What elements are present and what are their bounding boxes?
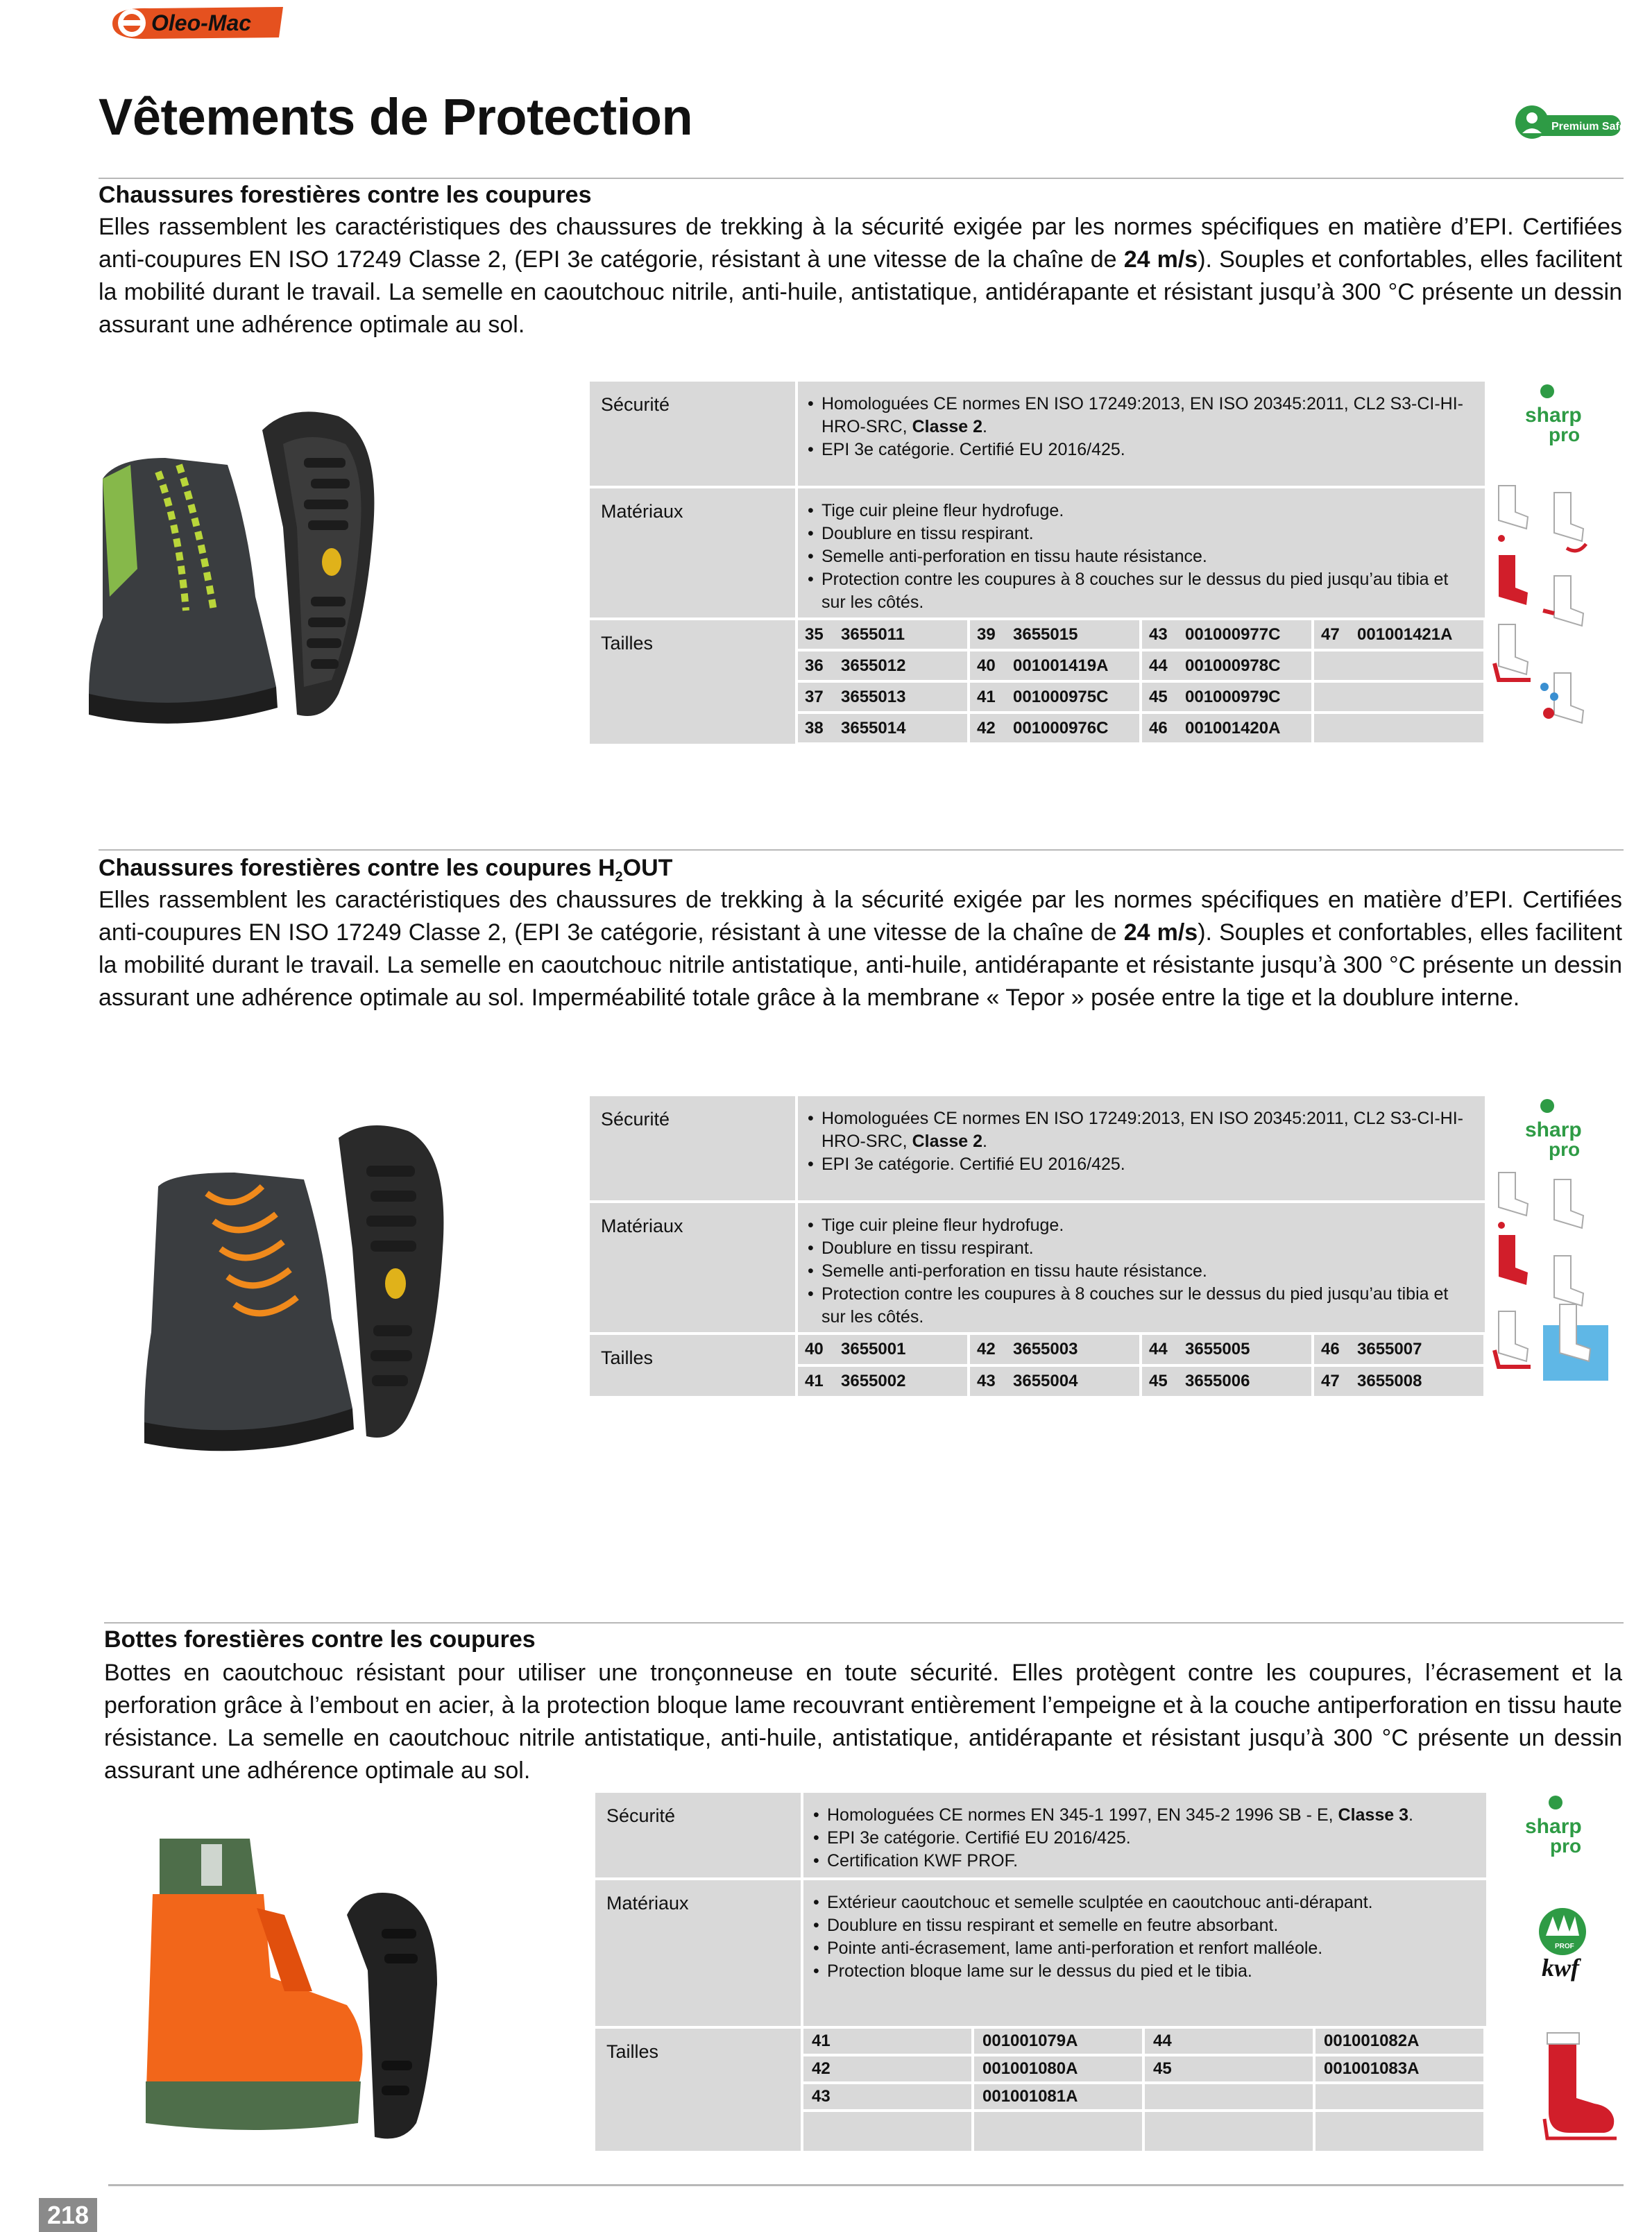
- boot-white-icon: [1498, 486, 1528, 542]
- list-item: • Semelle anti-perforation en tissu haute résistance.: [806, 1260, 1475, 1283]
- forestry-rubber-boots-image: [118, 1832, 479, 2151]
- kwf-prof-icon: [1539, 1908, 1586, 1982]
- size-cell: 44: [1145, 2029, 1313, 2054]
- section-2-title: Chaussures forestières contre les coupures $H_2OUT$: [99, 855, 673, 885]
- boot-white-icon: [1554, 1179, 1583, 1228]
- boot-white-icon: [1495, 624, 1531, 680]
- logo-text: Oleo-Mac: [151, 10, 252, 35]
- svg-text:pro: pro: [1549, 424, 1581, 445]
- boot-red-icon: [1544, 2033, 1617, 2138]
- section-3-intro: Bottes en caoutchouc résistant pour utiliser une tronçonneuse en toute sécurité. Elles protègent contre les coupures, l’écrasement et la perforation grâce à l’embout en acier, à la protection bloque lame recouvrant entièrement l’empeigne et à la couche antiperforation en tissu haute résistance. La semelle en caoutchouc nitrile antistatique, anti-huile, antistatique, antidérapante et résistant jusqu’à 300 °C présente un dessin assurant une adhérence optimale au sol.: [104, 1660, 1622, 1784]
- list-item: • Doublure en tissu respirant.: [806, 1237, 1475, 1260]
- section-2-intro: Elles rassemblent les caractéristiques des chaussures de trekking à la sécurité exigée par les normes spécifiques en matière d’EPI. Certifiées anti-coupures EN ISO 17249 Classe 2, (EPI 3e catégorie, résistant à une vitesse de la chaîne de 24 m/s). Souples et confortables, elles facilitent la mobilité durant le travail. La semelle en caoutchouc nitrile antistatique, anti-huile, antidérapante et résistante jusqu’à 300 °C présente un dessin assurant une adhérence optimale au sol. Imperméabilité totale grâce à la membrane « Tepor » posée entre la tige et la doublure interne.: [99, 887, 1623, 1011]
- size-cell: 38 3655014: [798, 714, 967, 742]
- boot-white-icon: [1495, 1311, 1531, 1367]
- h2out-boot-image: [75, 1110, 533, 1471]
- sizes-grid-2: [798, 1335, 1485, 1396]
- svg-text:sharp: sharp: [1525, 1118, 1582, 1141]
- safety-icons-column-1: [1485, 382, 1624, 749]
- safety-icons-column-2: [1485, 1096, 1624, 1402]
- size-cell: 44 3655005: [1142, 1335, 1311, 1364]
- size-cell: 001001082A: [1315, 2029, 1483, 2054]
- size-cell: 45 001000979C: [1142, 683, 1311, 711]
- svg-text:pro: pro: [1550, 1835, 1582, 1857]
- securite-list: [798, 1096, 1485, 1200]
- section-1-intro: Elles rassemblent les caractéristiques des chaussures de trekking à la sécurité exigée par les normes spécifiques en matière d’EPI. Certifiées anti-coupures EN ISO 17249 Classe 2, (EPI 3e catégorie, résistant à une vitesse de la chaîne de 24 m/s). Souples et confortables, elles facilitent la mobilité durant le travail. La semelle en caoutchouc nitrile, anti-huile, antistatique, antidérapante et résistant jusqu’à 300 °C présente un dessin assurant une adhérence optimale au sol.: [99, 214, 1623, 338]
- list-item: • Protection bloque lame sur le dessus du pied et le tibia.: [812, 1960, 1476, 1983]
- spec-table-2: [590, 1096, 1485, 1396]
- boot-red-icon: [1499, 1235, 1528, 1285]
- sharp-pro-icon: [1525, 1099, 1582, 1160]
- size-cell: 43 001000977C: [1142, 620, 1311, 649]
- boot-white-icon: [1498, 1173, 1528, 1229]
- materiaux-list: [798, 488, 1485, 617]
- list-item: • Homologuées CE normes EN 345-1 1997, EN 345-2 1996 SB - E, Classe 3.: [812, 1804, 1476, 1827]
- size-cell: 47 3655008: [1314, 1367, 1483, 1396]
- label-materiaux: Matériaux: [590, 488, 795, 617]
- materiaux-list: [803, 1880, 1486, 2026]
- list-item: • Semelle anti-perforation en tissu haute résistance.: [806, 545, 1475, 568]
- size-cell: 42 3655003: [970, 1335, 1139, 1364]
- size-cell: 43: [803, 2084, 971, 2109]
- sizes-grid-1: [798, 620, 1485, 744]
- section-rule: [99, 178, 1624, 179]
- size-cell: 37 3655013: [798, 683, 967, 711]
- size-cell: 41 001000975C: [970, 683, 1139, 711]
- size-cell: 001001081A: [974, 2084, 1142, 2109]
- section-1-title: Chaussures forestières contre les coupures: [99, 182, 592, 208]
- size-cell-empty: [974, 2112, 1142, 2151]
- size-cell: [1145, 2084, 1313, 2109]
- sharp-pro-icon: [1525, 1796, 1582, 1857]
- forestry-boot-image: [75, 389, 401, 749]
- page-number: 218: [39, 2198, 97, 2232]
- svg-text:PROF: PROF: [1555, 1943, 1574, 1950]
- svg-text:sharp: sharp: [1525, 1815, 1582, 1838]
- list-item: • Doublure en tissu respirant et semelle en feutre absorbant.: [812, 1914, 1476, 1937]
- size-cell: 40 3655001: [798, 1335, 967, 1364]
- footer-rule: [108, 2184, 1624, 2186]
- list-item: • EPI 3e catégorie. Certifié EU 2016/425.: [806, 1153, 1475, 1176]
- size-cell: 45 3655006: [1142, 1367, 1311, 1396]
- size-cell: 41: [803, 2029, 971, 2054]
- size-cell: 46 3655007: [1314, 1335, 1483, 1364]
- size-cell: 45: [1145, 2056, 1313, 2081]
- size-cell: 46 001001420A: [1142, 714, 1311, 742]
- size-cell: 47 001001421A: [1314, 620, 1483, 649]
- securite-list: [798, 382, 1485, 486]
- svg-text:kwf: kwf: [1542, 1954, 1579, 1982]
- list-item: • Tige cuir pleine fleur hydrofuge.: [806, 500, 1475, 522]
- size-cell: 41 3655002: [798, 1367, 967, 1396]
- size-cell-empty: [1145, 2112, 1313, 2151]
- spec-table-3: [595, 1793, 1486, 2151]
- list-item: • Tige cuir pleine fleur hydrofuge.: [806, 1214, 1475, 1237]
- list-item: • Homologuées CE normes EN ISO 17249:2013, EN ISO 20345:2011, CL2 S3-CI-HI-HRO-SRC, Classe 2.: [806, 1107, 1475, 1153]
- waterproof-boot-icon: [1543, 1304, 1608, 1381]
- list-item: • Protection contre les coupures à 8 couches sur le dessus du pied jusqu’au tibia et sur les côtés.: [806, 568, 1475, 614]
- spec-table-1: [590, 382, 1485, 744]
- svg-text:pro: pro: [1549, 1139, 1581, 1160]
- size-cell: 44 001000978C: [1142, 651, 1311, 680]
- size-cell: 40 001001419A: [970, 651, 1139, 680]
- size-cell: 36 3655012: [798, 651, 967, 680]
- svg-text:sharp: sharp: [1525, 404, 1582, 427]
- list-item: • Certification KWF PROF.: [812, 1850, 1476, 1873]
- label-securite: Sécurité: [590, 1096, 795, 1200]
- label-securite: Sécurité: [595, 1793, 801, 1877]
- sizes-grid-3: [803, 2029, 1486, 2151]
- list-item: • Protection contre les coupures à 8 couches sur le dessus du pied jusqu’au tibia et sur les côtés.: [806, 1283, 1475, 1329]
- size-cell: 39 3655015: [970, 620, 1139, 649]
- materiaux-list: [798, 1203, 1485, 1332]
- label-tailles: Tailles: [590, 1335, 795, 1396]
- size-cell: [1314, 683, 1483, 711]
- page-title: Vêtements de Protection: [99, 88, 693, 146]
- list-item: • Doublure en tissu respirant.: [806, 522, 1475, 545]
- boot-white-icon: [1543, 576, 1583, 626]
- list-item: • Homologuées CE normes EN ISO 17249:2013, EN ISO 20345:2011, CL2 S3-CI-HI-HRO-SRC, Classe 2.: [806, 393, 1475, 438]
- svg-text:Premium Safety: Premium Safety: [1551, 121, 1635, 133]
- label-tailles: Tailles: [590, 620, 795, 744]
- size-cell: 42: [803, 2056, 971, 2081]
- label-tailles: Tailles: [595, 2029, 801, 2151]
- size-cell: [1314, 651, 1483, 680]
- size-cell: 001001080A: [974, 2056, 1142, 2081]
- safety-icons-column-3: [1486, 1793, 1625, 2154]
- list-item: • EPI 3e catégorie. Certifié EU 2016/425.: [812, 1827, 1476, 1850]
- list-item: • Pointe anti-écrasement, lame anti-perforation et renfort malléole.: [812, 1937, 1476, 1960]
- size-cell-empty: [1315, 2112, 1483, 2151]
- size-cell: 001001083A: [1315, 2056, 1483, 2081]
- size-cell: [1314, 714, 1483, 742]
- boot-white-icon: [1554, 1256, 1583, 1306]
- label-securite: Sécurité: [590, 382, 795, 486]
- section-rule: [99, 849, 1624, 851]
- securite-list: [803, 1793, 1486, 1877]
- section-rule: [104, 1622, 1624, 1624]
- label-materiaux: Matériaux: [590, 1203, 795, 1332]
- boot-white-icon: [1554, 493, 1586, 551]
- list-item: • EPI 3e catégorie. Certifié EU 2016/425.: [806, 438, 1475, 461]
- size-cell-empty: [803, 2112, 971, 2151]
- boot-white-icon: [1540, 673, 1583, 723]
- list-item: • Extérieur caoutchouc et semelle sculptée en caoutchouc anti-dérapant.: [812, 1891, 1476, 1914]
- sharp-pro-icon: [1525, 384, 1582, 445]
- size-cell: 43 3655004: [970, 1367, 1139, 1396]
- label-materiaux: Matériaux: [595, 1880, 801, 2026]
- section-3-title: Bottes forestières contre les coupures: [104, 1626, 536, 1653]
- size-cell: 001001079A: [974, 2029, 1142, 2054]
- boot-red-icon: [1499, 555, 1528, 605]
- size-cell: 42 001000976C: [970, 714, 1139, 742]
- size-cell: 35 3655011: [798, 620, 967, 649]
- premium-safety-badge: [1511, 101, 1635, 142]
- size-cell: [1315, 2084, 1483, 2109]
- oleo-mac-logo: [108, 3, 287, 43]
